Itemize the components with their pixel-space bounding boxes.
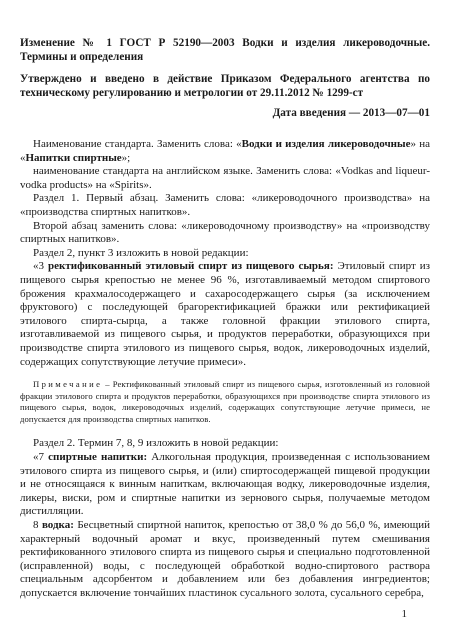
amendment-title: Изменение № 1 ГОСТ Р 52190—2003 Водки и изделия ликероводочные. Термины и определения: [20, 37, 430, 63]
note-label: Примечание: [33, 379, 103, 390]
paragraph-section-2-terms-intro: Раздел 2. Термин 7, 8, 9 изложить в новой редакции:: [33, 437, 279, 450]
note-text: – Ректификованный этиловый спирт из пищевого сырья, изготовленный из головной фракции этилового спирта и продуктов переработки, образующихся при производстве спирта этилового из пищевого сырья, водок, ликероводочных изделий, содержащих сопутствующие летучие примеси, не допускается для производства спиртных напитков.: [20, 379, 430, 424]
paragraph-standard-name: Наименование стандарта. Заменить слова: «Водки и изделия ликероводочные» на «Напитки спиртные»;: [20, 138, 430, 164]
document-header: [20, 36, 430, 120]
document-page: [20, 36, 430, 601]
paragraph-english-name: наименование стандарта на английском языке. Заменить слова: «Vodkas and liqueur-vodka products» на «Spirits».: [20, 165, 430, 191]
paragraph-section-1-first: Раздел 1. Первый абзац. Заменить слова: «ликероводочного производства» на «производства спиртных напитков».: [20, 192, 430, 218]
paragraph-section-2-item-3-intro: Раздел 2, пункт 3 изложить в новой редакции:: [33, 246, 249, 259]
paragraph-term-7: «7 спиртные напитки: Алкогольная продукция, произведенная с использованием этилового спирта из пищевого сырья, и (или) спиртосодержащей пищевой продукции и не относящаяся к винным напиткам, включающая водку, ликероводочные изделия, ликеры, виски, ром и спиртные напитки из зернового сырья, получаемые методом дистилляции.: [20, 451, 430, 518]
paragraph-term-8: 8 водка: Бесцветный спиртной напиток, крепостью от 38,0 % до 56,0 %, имеющий характерный водочный аромат и вкус, произведенный путем смешивания ректификованного этилового спирта из пищевого сырья и специально подготовленной (исправленной) воды, с последующей обработкой водно-спиртового раствора специальным адсорбентом и добавлением или без добавления ингредиентов; допускается включение тончайших пластинок сусального золота, сусального серебра,: [20, 519, 430, 599]
note-block: [20, 379, 430, 425]
approval-statement: Утверждено и введено в действие Приказом Федерального агентства по техническому регулированию и метрологии от 29.11.2012 № 1299-ст: [20, 73, 430, 99]
effective-date: Дата введения — 2013—07—01: [272, 107, 430, 119]
paragraph-section-1-second: Второй абзац заменить слова: «ликероводочному производству» на «производству спиртных напитков».: [20, 219, 430, 246]
document-body: [20, 138, 430, 601]
page-number: 1: [401, 608, 407, 620]
paragraph-term-3: «3 ректификованный этиловый спирт из пищевого сырья: Этиловый спирт из пищевого сырья крепостью не менее 96 %, изготавливаемый методом спиртового брожения крахмалосодержащего и сахаросодержащего сырья (за исключением фруктового) с последующей брагоректификацией бражки или ректификацией этилового спирта-сырца, а также головной фракции этилового спирта, изготавливаемой из пищевого сырья, и продуктов переработки, образующихся при производстве спирта этилового из пищевого сырья, водок, ликероводочных изделий, содержащих сопутствующие летучие примеси».: [20, 260, 430, 368]
